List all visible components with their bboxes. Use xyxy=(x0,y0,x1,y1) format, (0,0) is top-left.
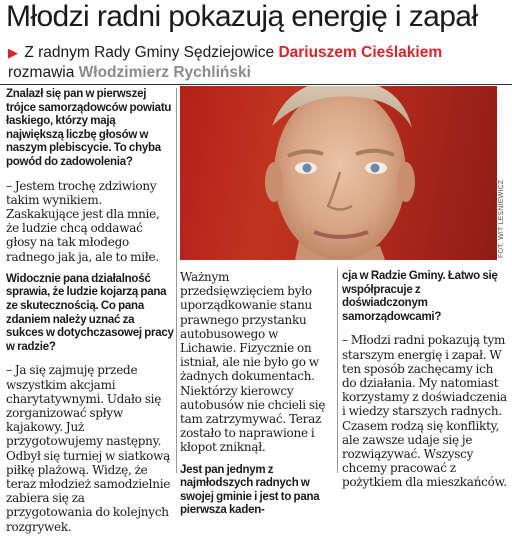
question-2: Widocznie pana działalność sprawia, że ludzie kojarzą pana ze skutecznością. Co pana zdaniem należy uznać za sukces w dotychczasowej pracy w radzie? xyxy=(6,272,174,353)
answer-3: – Młodzi radni pokazują tym starszym energię i zapał. W ten sposób zachęcamy ich do działania. My natomiast korzystamy z doświadczenia i wiedzy starszych radnych. Czasem rodzą się konflikty, ale zawsze udaje się je rozwiązywać. Wszyscy chcemy pracować z pożytkiem dla mieszkańców. xyxy=(342,333,507,490)
subtitle-line-1 xyxy=(8,43,508,63)
photo-credit: FOT. WIT LEŚNIEWICZ xyxy=(498,179,505,258)
answer-continued: Ważnym przedsięwzięciem było uporządkowanie stanu prawnego przystanku autobusowego w Lichawie. Fizycznie on istniał, ale nie było go w żadnych dokumentach. Niektórzy kierowcy autobusów nie chcieli się tam zatrzymywać. Teraz zostało to naprawione i kłopot zniknął. xyxy=(180,270,326,455)
triangle-bullet-icon: ▶ xyxy=(8,45,18,60)
subtitle-author-prefix: rozmawia xyxy=(8,64,75,81)
column-divider-1 xyxy=(176,88,177,473)
subtitle-line-2 xyxy=(8,63,508,83)
question-1: Znalazł się pan w pierwszej trójce samorządowców powiatu łaskiego, którzy mają największą liczbę głosów w naszym plebiscycie. To chyba powód do zadowolenia? xyxy=(6,88,172,168)
question-3-end: cja w Radzie Gminy. Łatwo się współpracuje z doświadczonym samorządowcami? xyxy=(342,270,498,323)
portrait-illustration xyxy=(180,86,497,260)
subtitle-prefix: Z radnym Rady Gminy Sędziejowice xyxy=(24,44,275,61)
column-3 xyxy=(342,270,507,499)
column-divider-2 xyxy=(337,268,338,473)
header-divider xyxy=(0,84,512,85)
author-name: Włodzimierz Rychliński xyxy=(78,64,251,81)
answer-1: – Jestem trochę zdziwiony takim wynikiem. Zaskakujące jest dla mnie, że ludzie chcą oddawać głosy na tak młodego radnego jak ja, ale to miłe. xyxy=(6,178,160,264)
answer-2: – Ja się zajmuję przede wszystkim akcjami charytatywnymi. Udało się zorganizować spływ kajakowy. Już przygotowujemy następny. Odbył się turniej w siatkową piłkę plażową. Widzę, że teraz młodzież samodzielnie zabiera się za przygotowania do kolejnych rozgrywek. xyxy=(6,363,171,534)
column-2 xyxy=(180,270,333,527)
portrait-photo xyxy=(180,86,497,260)
article-title: Młodzi radni pokazują energię i zapał xyxy=(6,0,478,33)
question-3-start: Jest pan jednym z najmłodszych radnych w swojej gminie i jest to pana pierwsza kaden- xyxy=(180,463,320,517)
interviewee-name: Dariuszem Cieślakiem xyxy=(278,44,443,61)
